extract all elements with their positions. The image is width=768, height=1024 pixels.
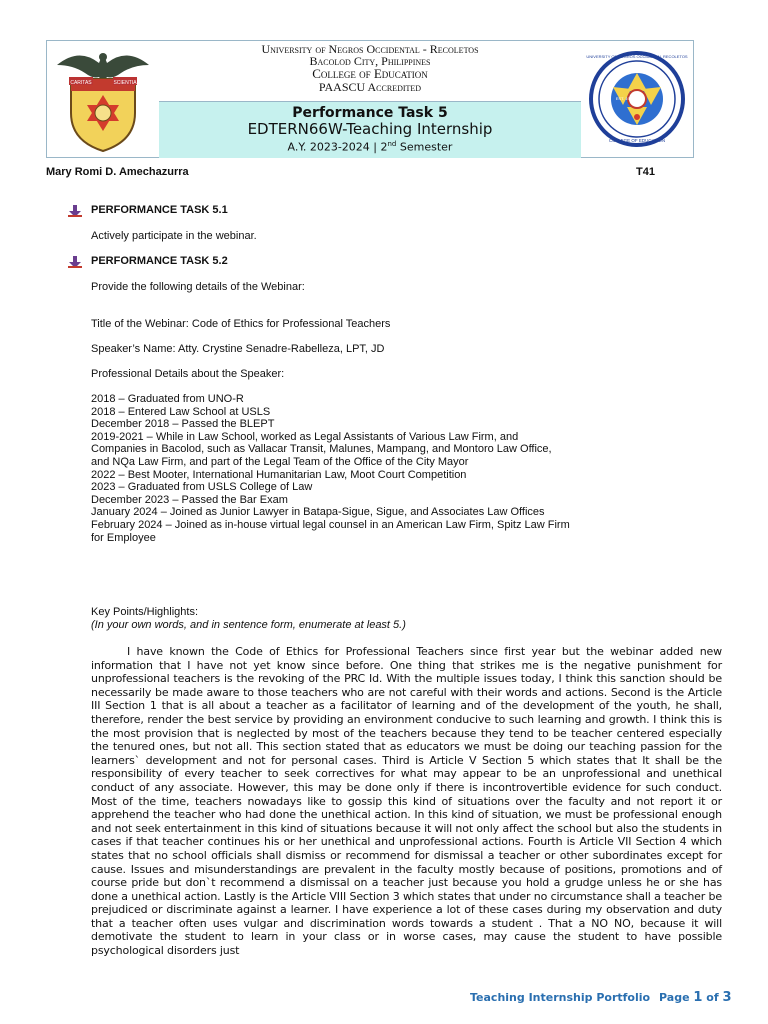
list-item: and NQa Law Firm, and part of the Legal Team of the Office of the City Mayor	[91, 455, 469, 468]
list-item: 2022 – Best Mooter, International Humanitarian Law, Moot Court Competition	[91, 468, 467, 481]
speaker-details-label: Professional Details about the Speaker:	[91, 368, 285, 380]
document-header	[46, 40, 694, 158]
webinar-title: Title of the Webinar: Code of Ethics for Professional Teachers	[91, 318, 391, 330]
seal-est-text: EST. 1946	[615, 96, 635, 101]
speaker-name: Speaker’s Name: Atty. Crystine Senadre-Rabelleza, LPT, JD	[91, 343, 385, 355]
arrow-bullet-icon	[68, 255, 82, 267]
essay-part-2: I think this is the most provision that is neglected by most of the teachers because they tend to be teacher centered especially the tenured ones, but not all. This section stated that as educators we must be doing our teaching passion for the learners` development and not for personal cases. Third is Article V Section 5 which states that It shall be the responsibility of every teacher to seek correctives for what may appear to be an unprofessional and unethical conduct of any associate. However, this may be done only if there is incontrovertible evidence for such conduct. Most of the time, teachers nowadays like to gossip this kind of situations over the faculty and not report it or apprehend the teacher who had done the unethical action. In this kind of situation, we must be professional enough and not seek entertainment in this kind of situations because it will not only affect the school but also the students in cases if that teacher continues his or her unethical and unprofessional actions. Fourth is Article VII Section 4 which states that no school officials shall dismiss or recommend for dismissal a teacher or other subordinates except for cause. Issues and misunderstandings are prevalent in the faculty mostly because of positions, promotions and of course pride but don`t recommend a dismissal on a teacher just because you hold a grudge unless he or she has done a unethical action. Lastly is the Article VIII Section 3 which states that under no circumstance shall a teacher be prejudiced or discriminate against a learner. I have experience a lot of these cases during my observation and duty that a teacher often uses vulgar and discrimination words towards a student . That a NO NO, because it will demotivate the student to learn in your class or in worse cases, may cause the student to have possible psychological disorders just	[91, 712, 722, 958]
university-name: University of Negros Occidental - Recoletos	[261, 42, 479, 56]
task-title: Performance Task 5	[292, 105, 448, 121]
seal-college-text: COLLEGE OF EDUCATION	[608, 138, 666, 143]
header-title-block	[159, 41, 581, 101]
key-points-instruction: (In your own words, and in sentence form, enumerate at least 5.)	[91, 619, 406, 631]
task-5-1-heading: PERFORMANCE TASK 5.1	[91, 204, 228, 216]
seal-motto-left: CARITAS	[70, 80, 92, 86]
seal-ring-text: UNIVERSITY OF NEGROS OCCIDENTAL RECOLETOS	[586, 54, 688, 59]
speaker-details-list	[91, 393, 661, 544]
student-code: T41	[636, 166, 655, 178]
list-item: December 2023 – Passed the Bar Exam	[91, 493, 288, 506]
academic-year: A.Y. 2023-2024 | 2nd Semester	[287, 140, 453, 154]
student-name: Mary Romi D. Amechazurra	[46, 166, 189, 178]
seal-motto-right: SCIENTIA	[113, 80, 137, 86]
list-item: February 2024 – Joined as in-house virtual legal counsel in an American Law Firm, Spitz Law Firm	[91, 518, 570, 531]
list-item: 2018 – Entered Law School at USLS	[91, 405, 271, 418]
header-task-block	[159, 101, 581, 158]
accreditation: PAASCU Accredited	[318, 80, 422, 94]
task-5-2-heading: PERFORMANCE TASK 5.2	[91, 255, 228, 267]
arrow-bullet-icon	[68, 204, 82, 216]
list-item: 2018 – Graduated from UNO-R	[91, 393, 244, 405]
college-name: College of Education	[312, 66, 428, 81]
course-title: EDTERN66W-Teaching Internship	[247, 120, 493, 138]
list-item: December 2018 – Passed the BLEPT	[91, 418, 275, 431]
list-item: 2019-2021 – While in Law School, worked as Legal Assistants of Various Law Firm, and	[91, 430, 519, 443]
essay-paragraph	[91, 645, 722, 958]
list-item: January 2024 – Joined as Junior Lawyer in Batapa-Sigue, Sigue, and Associates Law Offices	[91, 506, 545, 519]
list-item: Companies in Bacolod, such as Vallacar Transit, Malunes, Mampang, and Montoro Law Office,	[91, 443, 552, 456]
key-points-label: Key Points/Highlights:	[91, 606, 198, 618]
university-seal-logo	[49, 43, 157, 155]
task-5-2-intro: Provide the following details of the Webinar:	[91, 281, 305, 293]
college-seal-logo	[583, 43, 691, 155]
page-number: Page 1 of 3	[659, 990, 732, 1005]
university-city: Bacolod City, Philippines	[309, 54, 431, 68]
list-item: 2023 – Graduated from USLS College of Law	[91, 481, 313, 494]
list-item: for Employee	[91, 531, 156, 544]
footer-portfolio-label: Teaching Internship Portfolio	[470, 991, 651, 1004]
essay-part-1: I have known the Code of Ethics for Professional Teachers since first year but the webinar added new information that I have not yet know since before. One thing that strikes me is the negative punishment for unprofessional teachers is the revoking of the PRC Id. With the multiple issues today, I think this sanction should be necessarily be made aware to those teachers who are not careful with their words and actions. Second is the Article III Section 1 that is all about a teacher as a facilitator of learning and of the development of the youth, he shall, therefore, render the best service by providing an environment conducive to such learning and growth.	[91, 645, 722, 726]
task-5-1-text: Actively participate in the webinar.	[91, 230, 257, 242]
